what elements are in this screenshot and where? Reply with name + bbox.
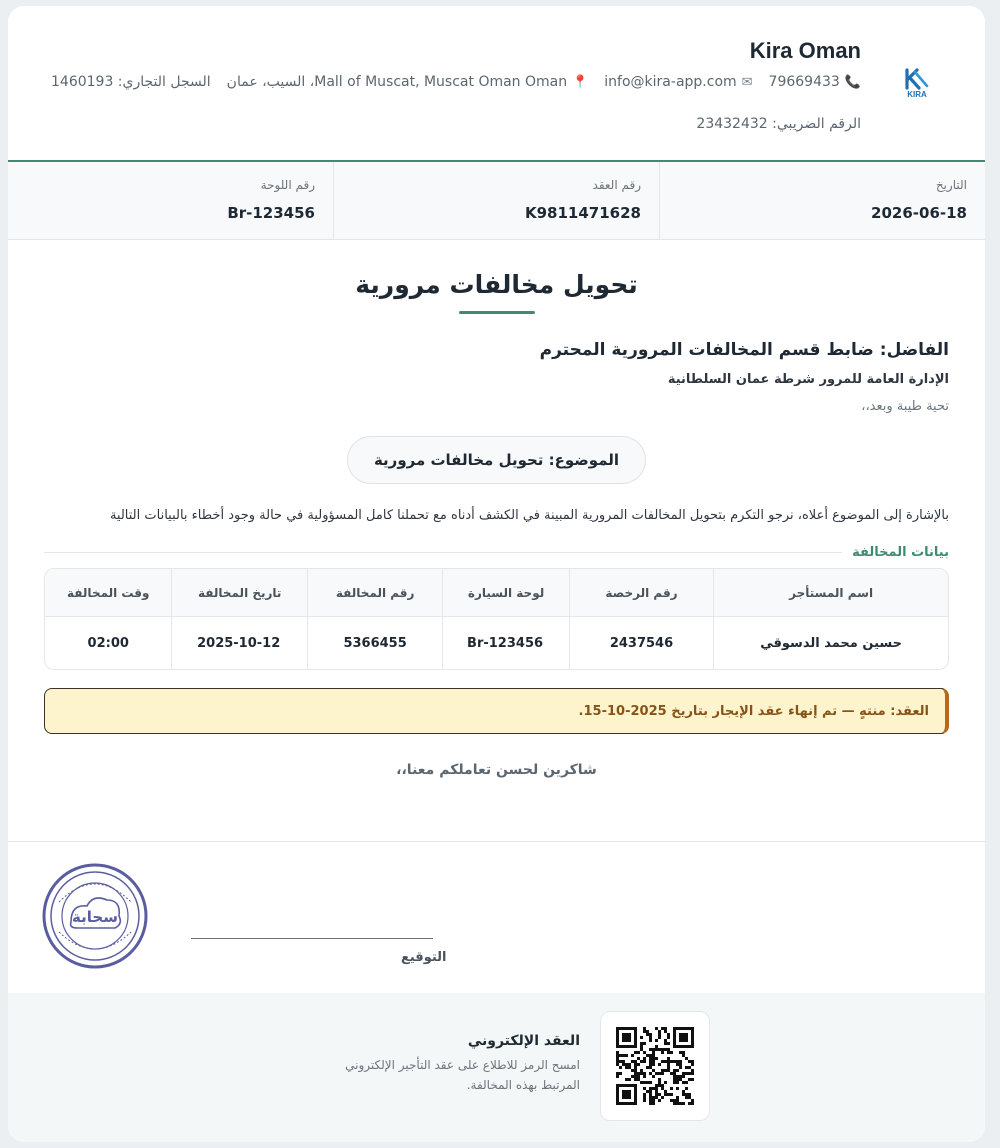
closing-thanks: شاكرين لحسن تعاملكم معنا،، — [396, 762, 597, 778]
info-label: رقم العقد — [592, 178, 641, 192]
info-bar — [8, 162, 985, 240]
violations-table — [44, 568, 949, 670]
logo-text: KIRA — [907, 90, 927, 99]
info-plate — [8, 162, 333, 239]
qr-code-icon — [616, 1027, 694, 1105]
signature-label: التوقيع — [401, 950, 447, 965]
department: الإدارة العامة للمرور شرطة عمان السلطانية — [667, 372, 949, 387]
document-title: تحويل مخالفات مرورية — [355, 270, 638, 299]
column-header: رقم المخالفة — [307, 569, 442, 617]
greeting: تحية طيبة وبعد،، — [861, 399, 949, 414]
commercial-reg: السجل التجاري: 1460193 — [51, 74, 211, 90]
document-footer — [8, 993, 985, 1142]
info-contract — [333, 162, 659, 239]
column-header: تاريخ المخالفة — [171, 569, 306, 617]
column-header: وقت المخالفة — [45, 569, 171, 617]
footer-text — [310, 1033, 580, 1095]
mail-icon: ✉ — [741, 74, 753, 90]
cell-tenant-name: حسين محمد الدسوقي — [713, 617, 948, 669]
contract-status-notice: العقد: منتهٍ — تم إنهاء عقد الإيجار بتاريخ 2025-10-15. — [44, 688, 949, 734]
phone-item — [769, 74, 861, 90]
info-label: التاريخ — [935, 178, 967, 192]
cell-violation-number: 5366455 — [307, 617, 442, 669]
signature-section — [8, 841, 985, 993]
letter-body — [8, 340, 985, 778]
tax-number: الرقم الضريبي: 23432432 — [696, 116, 861, 132]
company-name: Kira Oman — [749, 38, 861, 63]
phone-icon: 📞 — [844, 74, 861, 90]
company-logo — [897, 64, 937, 104]
phone-number: 79669433 — [768, 74, 840, 90]
subject-wrap — [44, 436, 949, 484]
commercial-reg-item — [51, 74, 211, 90]
email-address: info@kira-app.com — [604, 74, 737, 90]
section-divider — [44, 552, 842, 553]
cell-violation-date: 2025-10-12 — [171, 617, 306, 669]
signature-line — [191, 938, 433, 939]
subject-pill: الموضوع: تحويل مخالفات مرورية — [347, 436, 646, 484]
section-title: بيانات المخالفة — [852, 545, 949, 560]
info-value: Br-123456 — [227, 204, 315, 222]
table-header-row — [45, 569, 948, 617]
footer-title: العقد الإلكتروني — [467, 1033, 580, 1049]
column-header: لوحة السيارة — [442, 569, 568, 617]
location-pin-icon: 📍 — [572, 74, 589, 90]
stamp-text: سحابة — [72, 908, 118, 926]
email-item — [604, 74, 752, 90]
table-row — [45, 617, 948, 669]
cell-violation-time: 02:00 — [87, 635, 129, 651]
cell-plate: Br-123456 — [442, 617, 568, 669]
info-value: K9811471628 — [525, 204, 641, 222]
address-text: Mall of Muscat, Muscat Oman Oman، السيب، عمان — [226, 74, 568, 90]
document-header — [8, 6, 985, 162]
addressee: الفاضل: ضابط قسم المخالفات المرورية المحترم — [539, 340, 949, 360]
company-stamp — [41, 862, 149, 970]
info-value: 2026-06-18 — [871, 204, 967, 222]
column-header: اسم المستأجر — [713, 569, 948, 617]
footer-description: امسح الرمز للاطلاع على عقد التأجير الإلكتروني المرتبط بهذه المخالفة. — [345, 1058, 580, 1092]
title-underline — [459, 311, 535, 314]
document-sheet — [8, 6, 985, 1142]
letter-paragraph: بالإشارة إلى الموضوع أعلاه، نرجو التكرم بتحويل المخالفات المرورية المبينة في الكشف أدناه مع تحملنا كامل المسؤولية في حالة وجود أخطاء بالبيانات التالية — [109, 508, 949, 523]
cell-license-number: 2437546 — [569, 617, 713, 669]
contact-line — [51, 74, 861, 90]
column-header: رقم الرخصة — [569, 569, 713, 617]
section-header — [44, 545, 949, 560]
qr-code-box[interactable] — [600, 1011, 710, 1121]
info-label: رقم اللوحة — [260, 178, 315, 192]
address-item — [227, 74, 589, 90]
info-date — [659, 162, 985, 239]
